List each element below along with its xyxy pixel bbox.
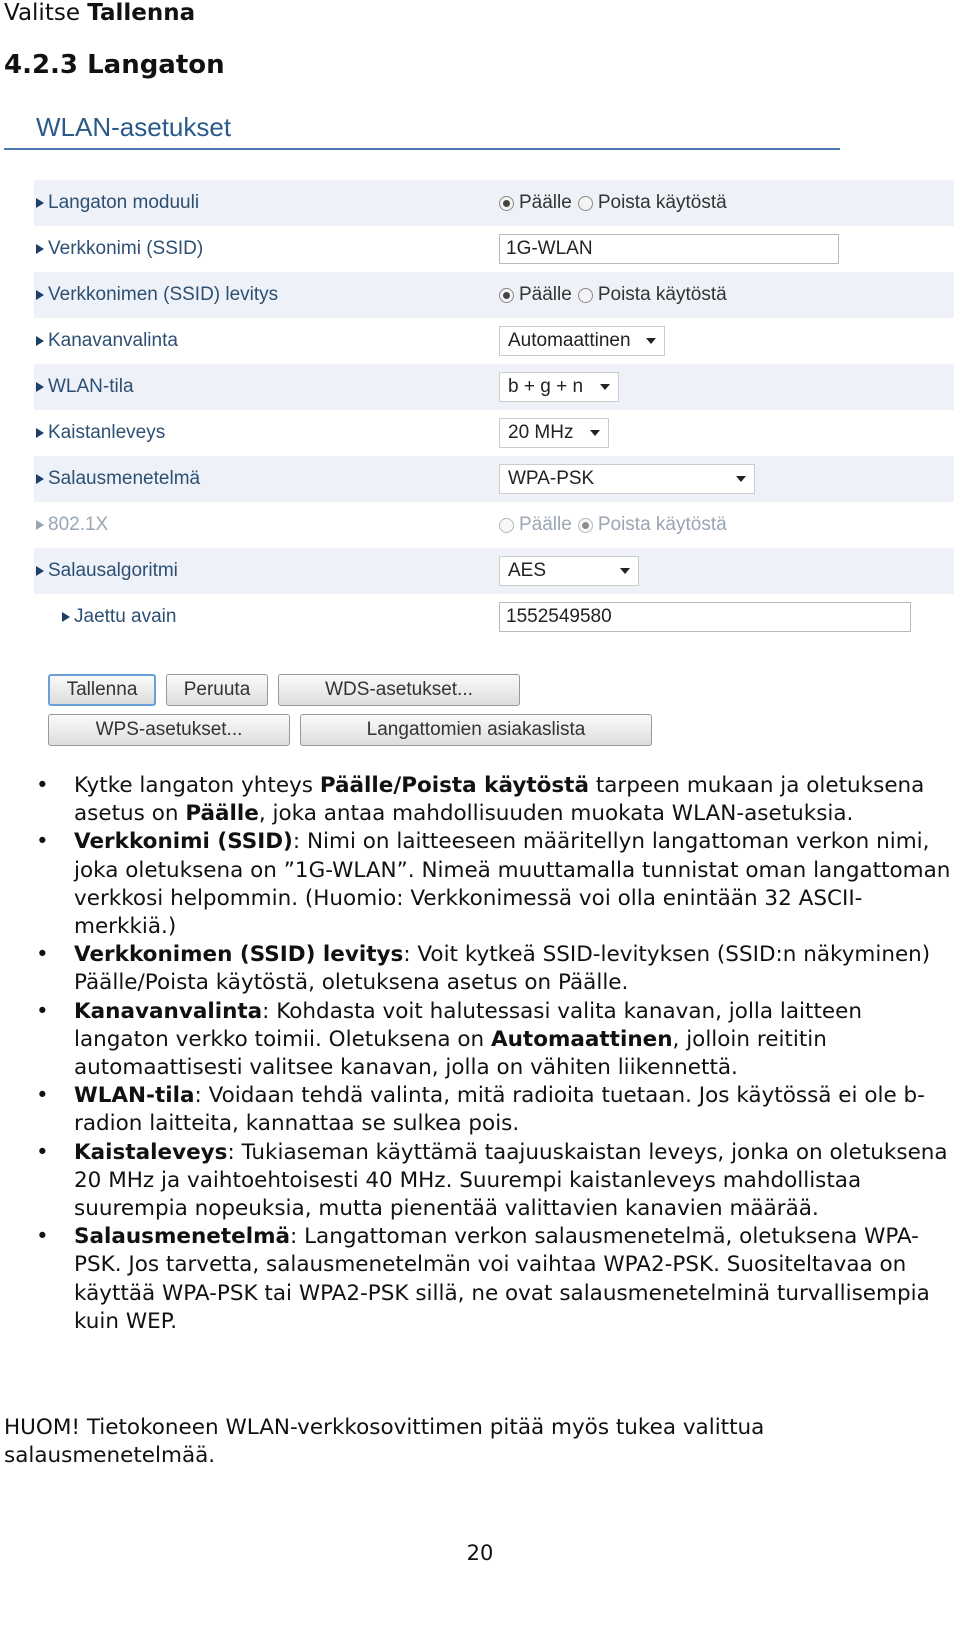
row-label [34, 468, 499, 490]
row-ssid-broadcast [34, 272, 954, 318]
row-algorithm [34, 548, 954, 594]
radio-label-off: Poista käytöstä [597, 284, 727, 305]
arrow-icon [36, 428, 44, 438]
radio-off [578, 518, 593, 533]
bold-text: Verkkonimen (SSID) levitys [74, 942, 404, 968]
algorithm-select[interactable] [499, 556, 639, 586]
row-8021x [34, 502, 954, 548]
encryption-select[interactable] [499, 464, 755, 494]
bullet-item [36, 941, 956, 997]
row-label [34, 560, 499, 582]
arrow-icon [36, 336, 44, 346]
bullet-item [36, 1139, 956, 1224]
title-divider [4, 148, 840, 150]
text: : Voit kytkeä SSID-levityksen (SSID:n näkyminen) Päälle/Poista käytöstä, oletuksena asetus on Päälle. [74, 942, 931, 996]
arrow-icon [62, 612, 70, 622]
intro-bold: Tallenna [87, 0, 196, 26]
row-bandwidth [34, 410, 954, 456]
bullet-item [36, 828, 956, 941]
chevron-down-icon [620, 568, 630, 574]
bold-text: WLAN-tila [74, 1083, 195, 1109]
radio-off[interactable] [578, 288, 593, 303]
note-paragraph: HUOM! Tietokoneen WLAN-verkkosovittimen pitää myös tukea valittua salausmenetelmää. [4, 1415, 765, 1468]
bullet-item [36, 1223, 956, 1336]
bold-text: Päälle [185, 801, 259, 827]
label-text: 802.1X [48, 514, 109, 535]
label-text: WLAN-tila [48, 376, 134, 397]
row-ssid [34, 226, 954, 272]
wds-settings-button[interactable]: WDS-asetukset... [278, 674, 520, 706]
text: , jolloin reititin automaattisesti valitsee kanavan, jolla on vähiten liikennettä. [74, 1026, 827, 1081]
bullet-item [36, 998, 956, 1083]
select-value: 20 MHz [508, 422, 574, 443]
text: Kytke langaton yhteys [74, 773, 320, 798]
label-text: Kanavanvalinta [48, 330, 178, 351]
select-value: Automaattinen [508, 330, 631, 351]
row-wlan-mode [34, 364, 954, 410]
radio-label-on: Päälle [519, 284, 572, 305]
radio-group-broadcast [499, 284, 733, 306]
text: : Voidaan tehdä valinta, mitä radioita tuetaan. Jos käytössä ei ole b-radion laitteita, kannattaa se sulkea pois. [74, 1083, 925, 1137]
select-value: AES [508, 560, 547, 581]
radio-on [499, 518, 514, 533]
wps-settings-button[interactable]: WPS-asetukset... [48, 714, 290, 746]
bold-text: Automaattinen [490, 1026, 673, 1052]
row-label [34, 376, 499, 398]
radio-group-module [499, 192, 733, 214]
select-value: b + g + n [508, 376, 584, 397]
panel-title: WLAN-asetukset [36, 112, 232, 142]
row-label [34, 330, 499, 352]
page-number: 20 [466, 1541, 494, 1565]
arrow-icon [36, 244, 44, 254]
arrow-icon [36, 290, 44, 300]
text: : Kohdasta voit halutessasi valita kanavan, jolla laitteen langaton verkko toimii. Oletuksena on [74, 998, 862, 1052]
arrow-icon [36, 566, 44, 576]
text: , joka antaa mahdollisuuden muokata WLAN-asetuksia. [258, 801, 854, 827]
chevron-down-icon [736, 476, 746, 482]
radio-label-off: Poista käytöstä [597, 514, 727, 535]
bullet-item [36, 772, 956, 828]
radio-label-off: Poista käytöstä [597, 192, 727, 213]
arrow-icon [36, 382, 44, 392]
chevron-down-icon [600, 384, 610, 390]
settings-table [34, 180, 954, 640]
ssid-input[interactable]: 1G-WLAN [499, 234, 839, 264]
text: : Langattoman verkon salausmenetelmä, oletuksena WPA-PSK. Jos tarvetta, salausmenetelmän voi vaihtaa WPA2-PSK. Suositeltavaa on käyttää WPA-PSK tai WPA2-PSK sillä, ne ovat salausmenetelminä turvallisempia kuin WEP. [74, 1224, 930, 1334]
chevron-down-icon [590, 430, 600, 436]
text: tarpeen mukaan ja oletuksena asetus on [74, 773, 925, 827]
label-text: Langaton moduuli [48, 192, 200, 213]
bullet-item [36, 1082, 956, 1138]
row-shared-key [34, 594, 954, 640]
arrow-icon [36, 474, 44, 484]
label-text: Salausalgoritmi [48, 560, 178, 581]
row-label [34, 514, 499, 536]
intro-prefix: Valitse [4, 0, 88, 26]
radio-group-8021x [499, 514, 733, 536]
select-value: WPA-PSK [508, 468, 595, 489]
bullet-list [36, 772, 956, 1336]
label-text: Verkkonimi (SSID) [48, 238, 204, 259]
row-encryption [34, 456, 954, 502]
row-label [34, 192, 499, 214]
bold-text: Kaistaleveys [74, 1139, 228, 1165]
bold-text: Kanavanvalinta [74, 998, 263, 1024]
arrow-icon [36, 198, 44, 208]
save-button[interactable]: Tallenna [48, 674, 156, 706]
bold-text: Verkkonimi (SSID) [74, 829, 293, 855]
intro-line [4, 0, 195, 26]
row-label [34, 422, 499, 444]
row-label [34, 238, 499, 260]
row-label [34, 284, 499, 306]
client-list-button[interactable]: Langattomien asiakaslista [300, 714, 652, 746]
text: : Nimi on laitteeseen määritellyn langattoman verkon nimi, joka oletuksena on ”1G-WLAN”. Nimeä muuttamalla tunnistat oman langattoman verkkosi helpommin. (Huomio: Verkkonimessä voi olla enintään 32 ASCII-merkkiä.) [74, 829, 951, 940]
cancel-button[interactable]: Peruuta [166, 674, 268, 706]
radio-off[interactable] [578, 196, 593, 211]
shared-key-input[interactable]: 1552549580 [499, 602, 911, 632]
radio-label-on: Päälle [519, 192, 572, 213]
chevron-down-icon [646, 338, 656, 344]
bold-text: Päälle/Poista käytöstä [319, 773, 589, 798]
section-heading: 4.2.3 Langaton [4, 50, 225, 80]
text: : Tukiaseman käyttämä taajuuskaistan leveys, jonka on oletuksena 20 MHz ja vaihtoehtoisesti 40 MHz. Suurempi kaistanleveys mahdollistaa suurempia nopeuksia, mutta pienentää valittavien kanavien määrää. [74, 1139, 948, 1222]
row-label [34, 606, 499, 628]
bandwidth-select[interactable] [499, 418, 609, 448]
arrow-icon [36, 520, 44, 530]
radio-on[interactable] [499, 288, 514, 303]
channel-select[interactable] [499, 326, 665, 356]
row-channel [34, 318, 954, 364]
bold-text: Salausmenetelmä [74, 1224, 290, 1250]
wlan-mode-select[interactable] [499, 372, 619, 402]
label-text: Verkkonimen (SSID) levitys [48, 284, 279, 305]
radio-label-on: Päälle [519, 514, 572, 535]
label-text: Salausmenetelmä [48, 468, 201, 489]
label-text: Kaistanleveys [48, 422, 166, 443]
radio-on[interactable] [499, 196, 514, 211]
row-langaton-moduuli [34, 180, 954, 226]
label-text: Jaettu avain [74, 606, 177, 627]
